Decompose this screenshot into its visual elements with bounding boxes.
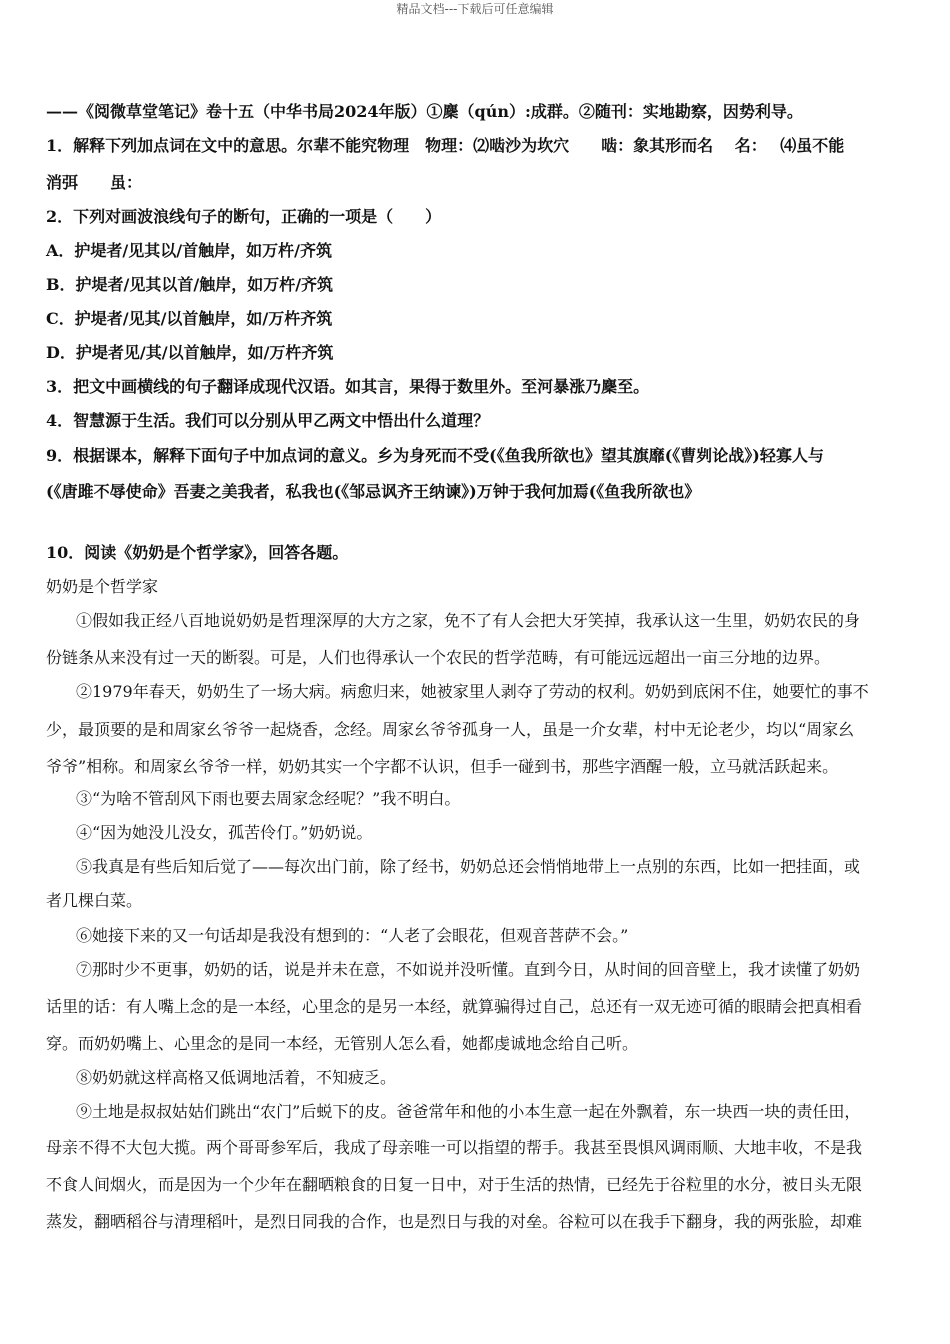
paragraph-5: ⑤我真是有些后知后觉了——每次出门前，除了经书，奶奶总还会悄悄地带上一点别的东西，比如一把挂面，或 [76,857,861,876]
question-1-cont: 消弭 虽： [46,173,143,192]
option-d: D．护堤者见/其/以首触岸，如/万杵齐筑 [46,343,334,362]
paragraph-9-cont-3: 蒸发，翻晒稻谷与清理稻叶，是烈日同我的合作，也是烈日与我的对垒。谷粒可以在我手下翻身，我的两张脸，却难 [46,1212,863,1231]
option-a: A．护堤者/见其以/首触岸，如万杵/齐筑 [46,241,332,260]
question-4: 4．智慧源于生活。我们可以分别从甲乙两文中悟出什么道理？ [46,411,490,430]
question-9: 9．根据课本，解释下面句子中加点词的意义。乡为身死而不受(《鱼我所欲也》望其旗靡(《曹刿论战》)轻寡人与 [46,446,824,465]
paragraph-7-cont-1: 话里的话：有人嘴上念的是一本经，心里念的是另一本经，就算骗得过自己，总还有一双无迹可循的眼睛会把真相看 [46,997,863,1016]
paragraph-5-cont: 者几棵白菜。 [46,891,143,910]
paragraph-4: ④“因为她没儿没女，孤苦伶仃。”奶奶说。 [76,823,373,842]
question-2: 2．下列对画波浪线句子的断句，正确的一项是（ ） [46,207,442,226]
option-c: C．护堤者/见其/以首触岸，如/万杵齐筑 [46,309,333,328]
paragraph-1-cont: 份链条从来没有过一天的断裂。可是，人们也得承认一个农民的哲学范畴，有可能远远超出一亩三分地的边界。 [46,648,831,667]
paragraph-6: ⑥她接下来的又一句话却是我没有想到的：“人老了会眼花，但观音菩萨不会。” [76,926,629,945]
paragraph-2-cont-1: 少，最顶要的是和周家幺爷爷一起烧香，念经。周家幺爷爷孤身一人，虽是一介女辈，村中无论老少，均以“周家幺 [46,720,855,739]
paragraph-8: ⑧奶奶就这样高格又低调地活着，不知疲乏。 [76,1068,397,1087]
paragraph-9: ⑨土地是叔叔姑姑们跳出“农门”后蜕下的皮。爸爸常年和他的小本生意一起在外飘着，东一块西一块的责任田， [76,1102,861,1121]
paragraph-7: ⑦那时少不更事，奶奶的话，说是并未在意，不如说并没听懂。直到今日，从时间的回音壁上，我才读懂了奶奶 [76,960,861,979]
source-citation: ——《阅微草堂笔记》卷十五（中华书局2024年版）①麇（qún）:成群。②随刊：实地勘察，因势利导。 [46,102,803,121]
paragraph-2: ②1979年春天，奶奶生了一场大病。病愈归来，她被家里人剥夺了劳动的权利。奶奶到底闲不住，她要忙的事不 [76,682,869,701]
question-9-cont: (《唐雎不辱使命》吾妻之美我者，私我也(《邹忌讽齐王纳谏》)万钟于我何加焉(《鱼我所欲也》 [46,482,701,501]
paragraph-3: ③“为啥不管刮风下雨也要去周家念经呢？”我不明白。 [76,789,461,808]
question-1: 1．解释下列加点词在文中的意思。尔辈不能究物理 物理：⑵啮沙为坎穴 啮：象其形而名 名： ⑷虽不能 [46,136,845,155]
paragraph-7-cont-2: 穿。而奶奶嘴上、心里念的是同一本经，无管别人怎么看，她都虔诚地念给自己听。 [46,1034,639,1053]
question-3: 3．把文中画横线的句子翻译成现代汉语。如其言，果得于数里外。至河暴涨乃麇至。 [46,377,650,396]
option-b: B．护堤者/见其以首/触岸，如万杵/齐筑 [46,275,334,294]
paragraph-1: ①假如我正经八百地说奶奶是哲理深厚的大方之家，免不了有人会把大牙笑掉，我承认这一生里，奶奶农民的身 [76,611,861,630]
paragraph-9-cont-1: 母亲不得不大包大揽。两个哥哥参军后，我成了母亲唯一可以指望的帮手。我甚至畏惧风调雨顺、大地丰收，不是我 [46,1138,863,1157]
paragraph-2-cont-2: 爷爷”相称。和周家幺爷爷一样，奶奶其实一个字都不认识，但手一碰到书，那些字酒醒一般，立马就活跃起来。 [46,757,839,776]
question-10: 10．阅读《奶奶是个哲学家》，回答各题。 [46,543,349,562]
article-title: 奶奶是个哲学家 [46,577,159,596]
paragraph-9-cont-2: 不食人间烟火，而是因为一个少年在翻晒粮食的日复一日中，对于生活的热情，已经先于谷粒里的水分，被日头无限 [46,1175,863,1194]
page-header: 精品文档---下载后可任意编辑 [396,2,554,16]
